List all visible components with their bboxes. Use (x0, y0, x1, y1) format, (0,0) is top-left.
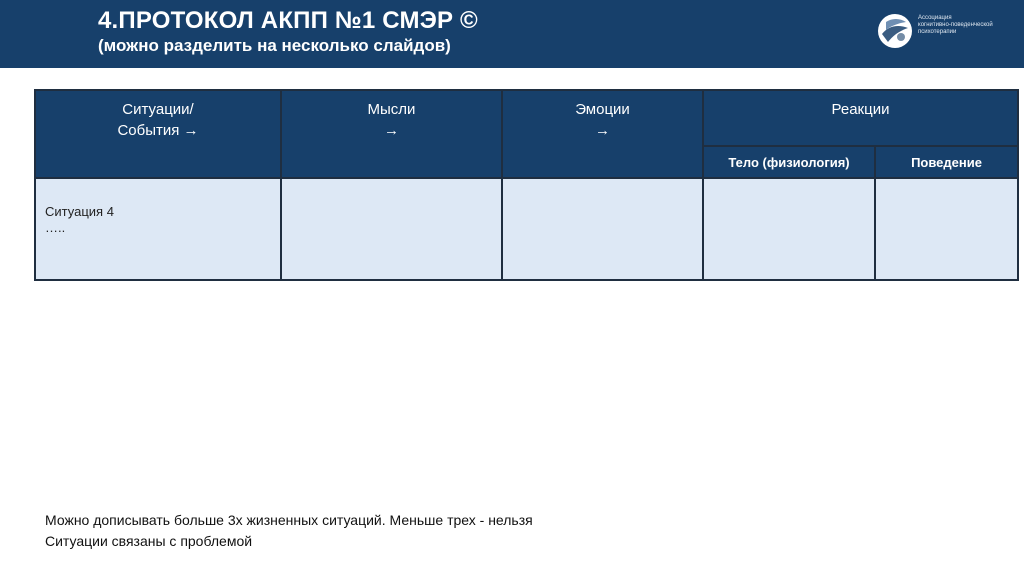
slide-header (0, 0, 1024, 68)
notes (45, 510, 533, 552)
subheader-body: Тело (физиология) (703, 146, 875, 178)
slide-title: 4.ПРОТОКОЛ АКПП №1 СМЭР © (98, 7, 478, 34)
note-1: Можно дописывать больше 3х жизненных ситуаций. Меньше трех - нельзя (45, 512, 533, 528)
header-emotions: Эмоции → (502, 90, 703, 178)
protocol-table (34, 89, 1019, 281)
header-thoughts: Мысли → (281, 90, 502, 178)
cell-behavior[interactable] (875, 178, 1018, 280)
situation-label: Ситуация 4 (45, 204, 114, 219)
cell-situation[interactable] (35, 178, 281, 280)
header-situations: Ситуации/ События → (35, 90, 281, 178)
logo-caption: Ассоциация когнитивно-поведенческой психотерапии (918, 15, 993, 35)
situation-ellipsis: ….. (45, 220, 66, 235)
note-2: Ситуации связаны с проблемой (45, 533, 253, 549)
cell-emotions[interactable] (502, 178, 703, 280)
cell-thoughts[interactable] (281, 178, 502, 280)
association-logo-icon (876, 12, 914, 50)
subheader-behavior: Поведение (875, 146, 1018, 178)
header-reactions: Реакции (703, 90, 1018, 146)
slide-subtitle: (можно разделить на несколько слайдов) (98, 36, 451, 55)
cell-body[interactable] (703, 178, 875, 280)
